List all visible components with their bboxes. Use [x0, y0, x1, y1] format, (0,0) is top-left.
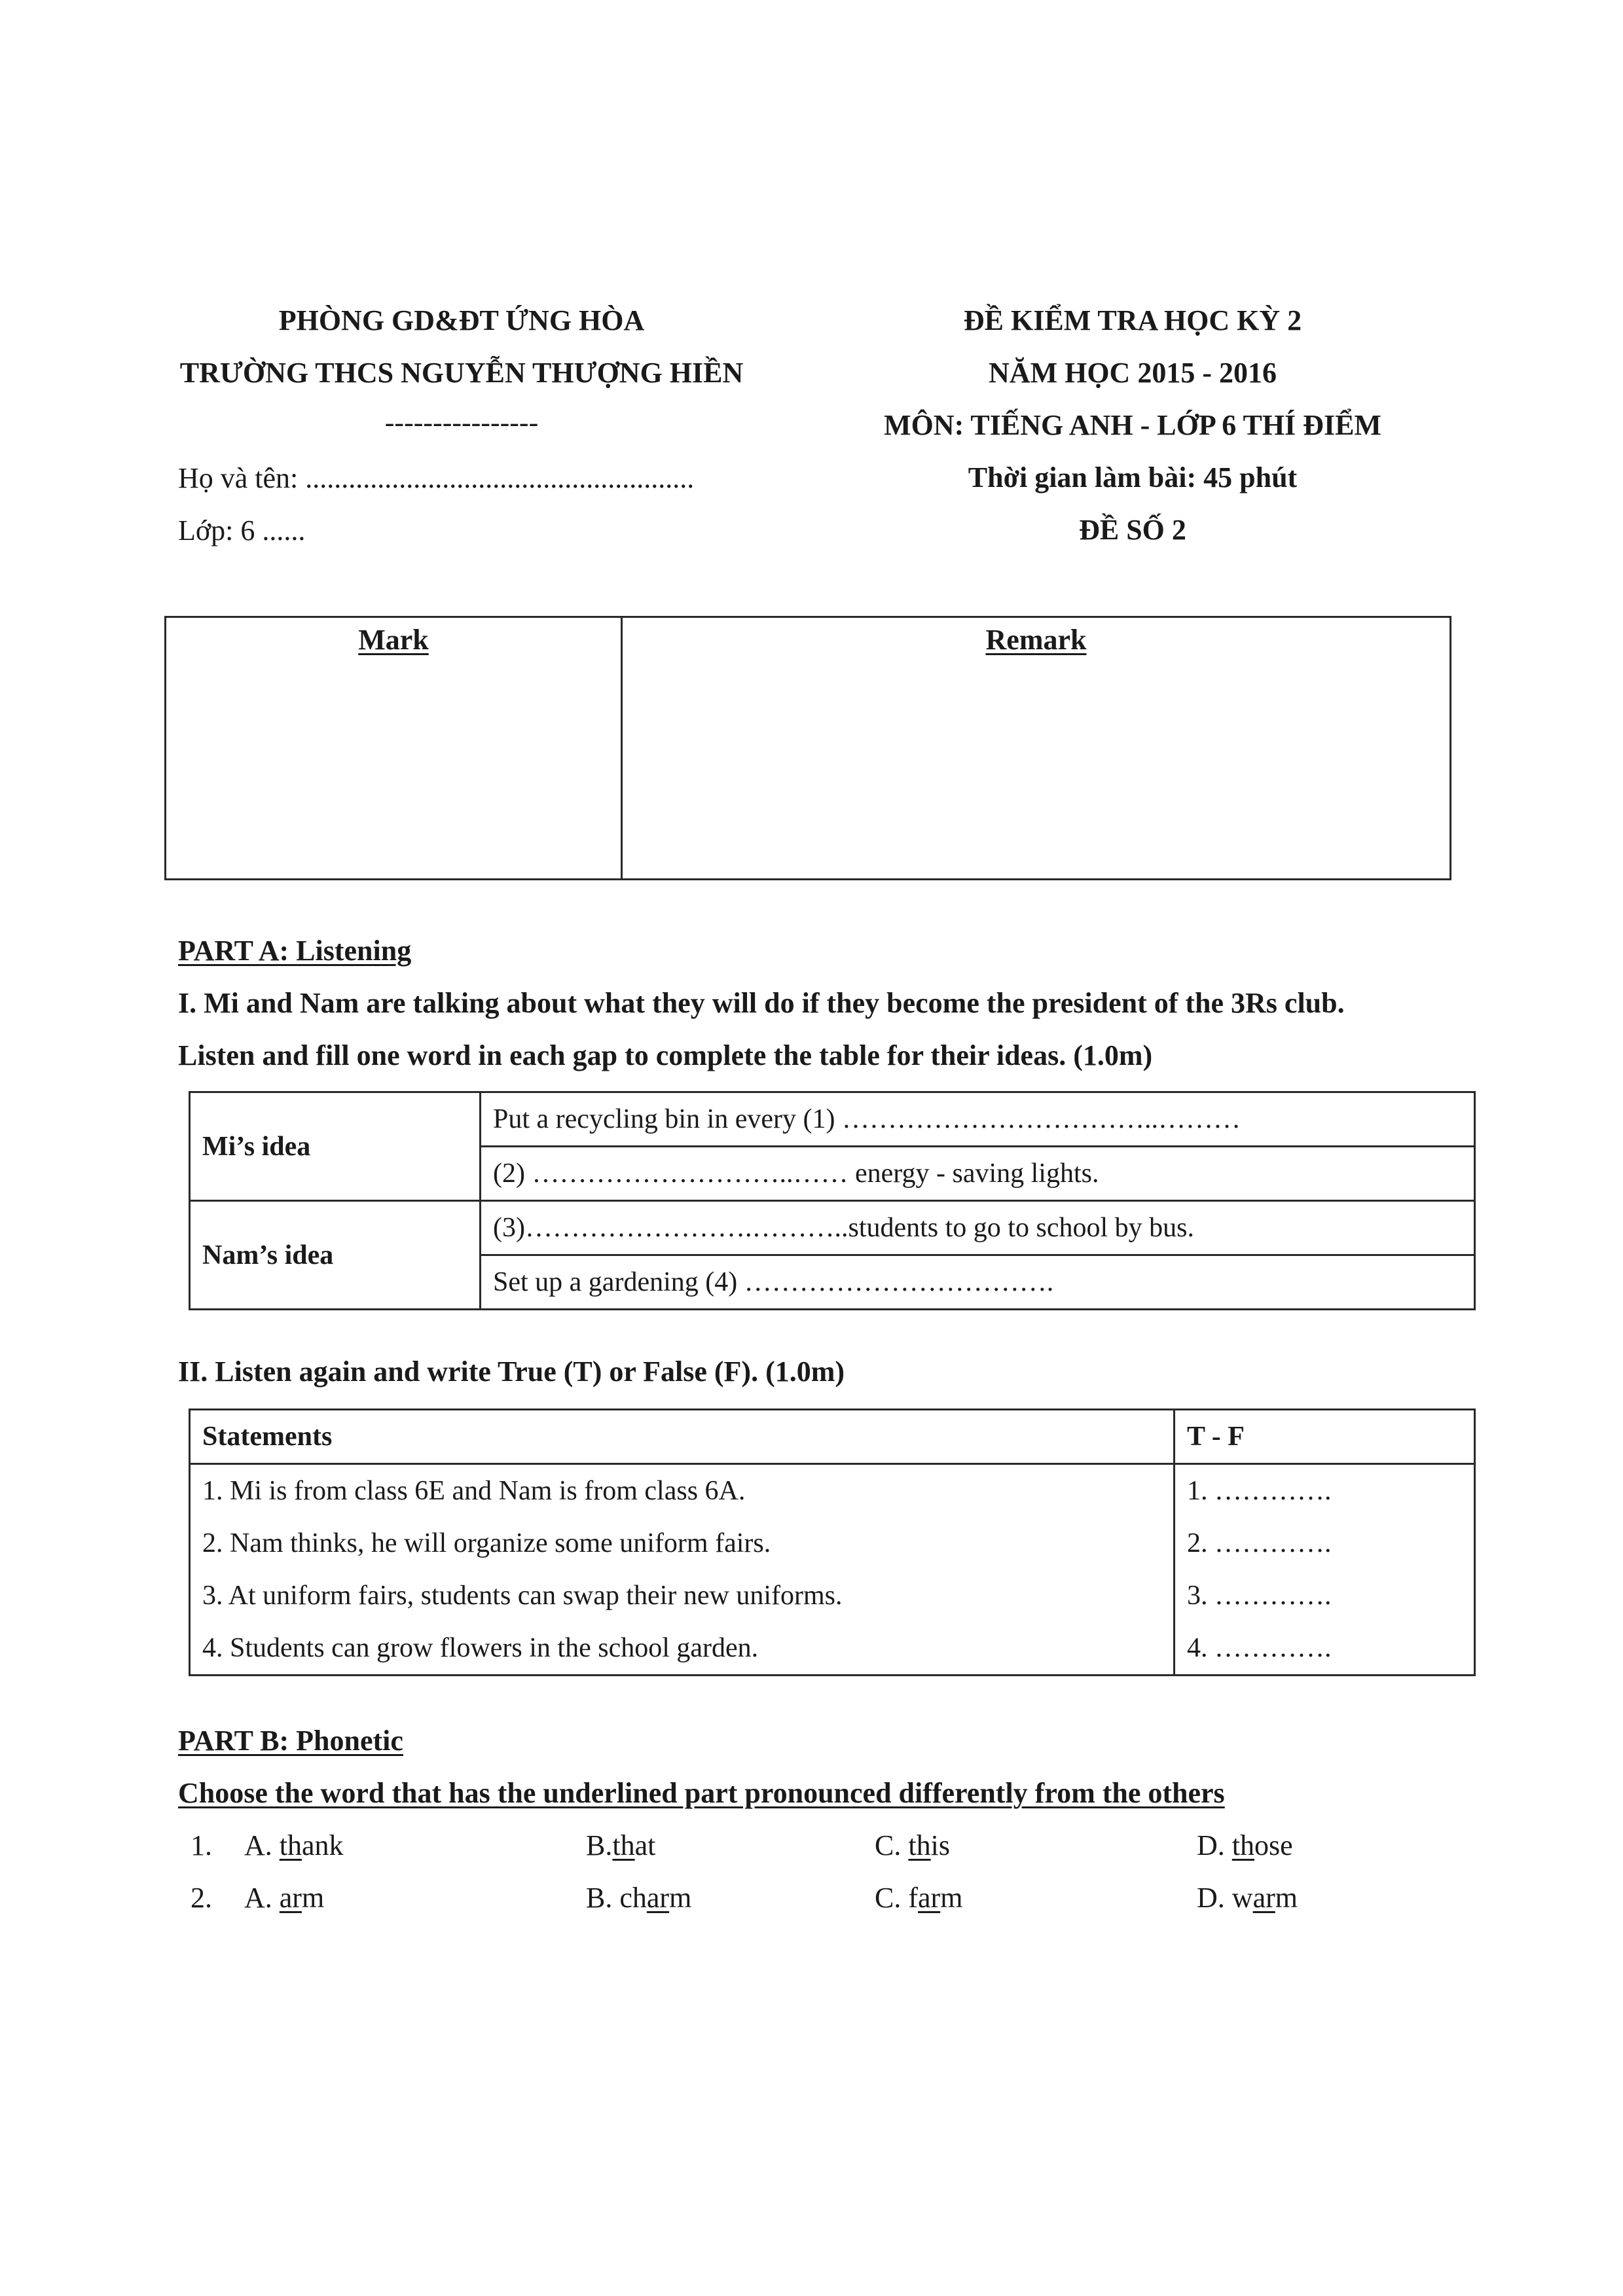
school-year: NĂM HỌC 2015 - 2016 — [989, 357, 1277, 389]
section1-instruction-line1: I. Mi and Nam are talking about what they will do if they become the president of the 3Rs club. — [178, 987, 1345, 1019]
idea-row-3: (3)…………………….………..students to go to school by bus. — [481, 1201, 1475, 1255]
statement-2: 2. Nam thinks, he will organize some uniform fairs. — [190, 1517, 1175, 1570]
department-name: PHÒNG GD&ĐT ỨNG HÒA — [278, 304, 645, 336]
part-a-title: PART A: Listening — [178, 935, 412, 967]
subject-line: MÔN: TIẾNG ANH - LỚP 6 THÍ ĐIỂM — [884, 409, 1381, 441]
q2-option-d: D. warm — [1197, 1882, 1298, 1914]
table-row — [190, 1092, 1475, 1147]
table-row — [190, 1622, 1475, 1676]
statement-4: 4. Students can grow flowers in the school garden. — [190, 1622, 1175, 1676]
part-b-title: PART B: Phonetic — [178, 1725, 403, 1757]
q1-option-a: A. thank — [244, 1829, 344, 1861]
mark-cell — [166, 618, 623, 878]
mi-idea-label: Mi’s idea — [190, 1092, 481, 1201]
school-name: TRƯỜNG THCS NGUYỄN THƯỢNG HIỀN — [179, 357, 744, 389]
exam-number: ĐỀ SỐ 2 — [1079, 514, 1186, 546]
idea-row-1: Put a recycling bin in every (1) ……………………………..……… — [481, 1092, 1475, 1147]
statement-1: 1. Mi is from class 6E and Nam is from class 6A. — [190, 1464, 1175, 1518]
table-row — [190, 1464, 1475, 1518]
true-false-table — [189, 1408, 1476, 1676]
q2-option-c: C. farm — [875, 1882, 963, 1914]
part-b-instruction: Choose the word that has the underlined part pronounced differently from the others — [178, 1777, 1225, 1809]
duration-line: Thời gian làm bài: 45 phút — [968, 461, 1298, 493]
remark-label: Remark — [985, 624, 1087, 656]
statement-3: 3. At uniform fairs, students can swap their new uniforms. — [190, 1570, 1175, 1622]
q2-option-a: A. arm — [244, 1882, 325, 1914]
idea-row-4: Set up a gardening (4) ……………………………. — [481, 1255, 1475, 1310]
section1-instruction-line2: Listen and fill one word in each gap to complete the table for their ideas. (1.0m) — [178, 1039, 1153, 1071]
statements-header: Statements — [190, 1410, 1175, 1464]
q1-option-d: D. those — [1197, 1829, 1293, 1861]
section2-title: II. Listen again and write True (T) or False (F). (1.0m) — [178, 1355, 845, 1388]
idea-row-2: (2) ………………………..…… energy - saving lights. — [481, 1147, 1475, 1201]
exam-title: ĐỀ KIỂM TRA HỌC KỲ 2 — [963, 304, 1302, 336]
table-row — [190, 1570, 1475, 1622]
tf-header: T - F — [1175, 1410, 1475, 1464]
table-row — [190, 1517, 1475, 1570]
mark-label: Mark — [358, 624, 429, 656]
student-name-line: Họ và tên: ...................................................... — [178, 462, 695, 494]
question-number-2: 2. — [191, 1882, 212, 1914]
q1-option-c: C. this — [875, 1829, 950, 1861]
nam-idea-label: Nam’s idea — [190, 1201, 481, 1310]
q1-option-b: B.that — [586, 1829, 656, 1861]
student-class-line: Lớp: 6 ...... — [178, 514, 306, 547]
q2-option-b: B. charm — [586, 1882, 692, 1914]
answer-blank-1: 1. …………. — [1175, 1464, 1475, 1518]
table-row — [190, 1201, 1475, 1255]
header-divider: ---------------- — [384, 406, 539, 439]
table-header-row — [190, 1410, 1475, 1464]
score-box — [164, 616, 1451, 880]
question-number-1: 1. — [191, 1829, 212, 1861]
ideas-table — [189, 1091, 1476, 1310]
answer-blank-3: 3. …………. — [1175, 1570, 1475, 1622]
answer-blank-4: 4. …………. — [1175, 1622, 1475, 1676]
answer-blank-2: 2. …………. — [1175, 1517, 1475, 1570]
remark-cell — [623, 618, 1450, 878]
